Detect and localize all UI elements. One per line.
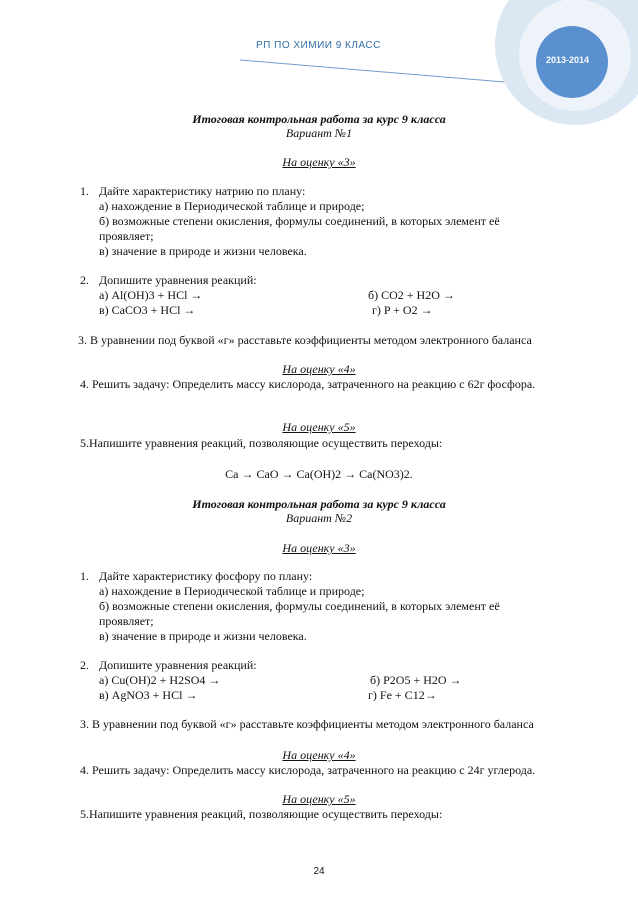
header-badge-text: 2013-2014 [546,55,590,65]
v1-q2-text: Допишите уравнения реакций: [99,273,257,287]
v2-q1-a: а) нахождение в Периодической таблице и природе; [99,584,365,598]
v1-reaction-g: г) P + O2 → [372,303,433,317]
v2-q3: 3. В уравнении под буквой «г» расставьте коэффициенты методом электронного баланса [80,717,534,731]
v2-reaction-g: г) Fe + C12→ [368,688,437,702]
v2-q4: 4. Решить задачу: Определить массу кислорода, затраченного на реакцию с 24г углерода. [80,763,536,777]
v1-reaction-b: б) CO2 + H2O → [368,288,455,302]
v2-q1-b2: проявляет; [99,614,154,628]
v1-chain: Ca → CaO → Ca(OH)2 → Ca(NO3)2. [225,467,413,481]
v2-reaction-a: а) Cu(OH)2 + H2SO4 → [99,673,221,687]
v1-q1-b: б) возможные степени окисления, формулы соединений, в которых элемент её [99,214,500,228]
v2-reaction-b: б) P2O5 + H2O → [370,673,462,687]
v1-q5: 5.Напишите уравнения реакций, позволяющие осуществить переходы: [80,436,443,450]
v2-variant: Вариант №2 [285,511,353,525]
v2-title: Итоговая контрольная работа за курс 9 класса [192,497,446,511]
page-number: 24 [313,866,325,877]
v1-q2-number: 2. [80,273,89,287]
v2-q2-text: Допишите уравнения реакций: [99,658,257,672]
header-rule [240,60,540,85]
v1-q4: 4. Решить задачу: Определить массу кислорода, затраченного на реакцию с 62г фосфора. [80,377,536,391]
v1-reaction-v: в) CaCO3 + HCl → [99,303,196,317]
v1-grade-4: На оценку «4» [282,362,356,376]
v1-q1-c: в) значение в природе и жизни человека. [99,244,307,258]
v2-reaction-v: в) AgNO3 + HCl → [99,688,198,702]
v2-grade-4: На оценку «4» [282,748,356,762]
v1-reaction-a: а) Al(OH)3 + HCl → [99,288,203,302]
v2-q1-text: Дайте характеристику фосфору по плану: [99,569,313,583]
v2-q1-number: 1. [80,569,89,583]
v1-q1-b2: проявляет; [99,229,154,243]
v1-title: Итоговая контрольная работа за курс 9 класса [192,112,446,126]
v2-grade-3: На оценку «3» [282,541,356,555]
v1-grade-3: На оценку «3» [282,155,356,169]
v2-q5: 5.Напишите уравнения реакций, позволяющие осуществить переходы: [80,807,443,821]
v1-variant: Вариант №1 [285,126,353,140]
header-title: РП ПО ХИМИИ 9 КЛАСС [256,40,381,51]
v1-q1-number: 1. [80,184,89,198]
v1-q1-text: Дайте характеристику натрию по плану: [99,184,306,198]
v1-q3: 3. В уравнении под буквой «г» расставьте коэффициенты методом электронного баланса [78,333,532,347]
v1-grade-5: На оценку «5» [282,420,356,434]
v2-grade-5: На оценку «5» [282,792,356,806]
v2-q1-c: в) значение в природе и жизни человека. [99,629,307,643]
v2-q1-b: б) возможные степени окисления, формулы соединений, в которых элемент её [99,599,500,613]
v1-q1-a: а) нахождение в Периодической таблице и природе; [99,199,365,213]
v2-q2-number: 2. [80,658,89,672]
